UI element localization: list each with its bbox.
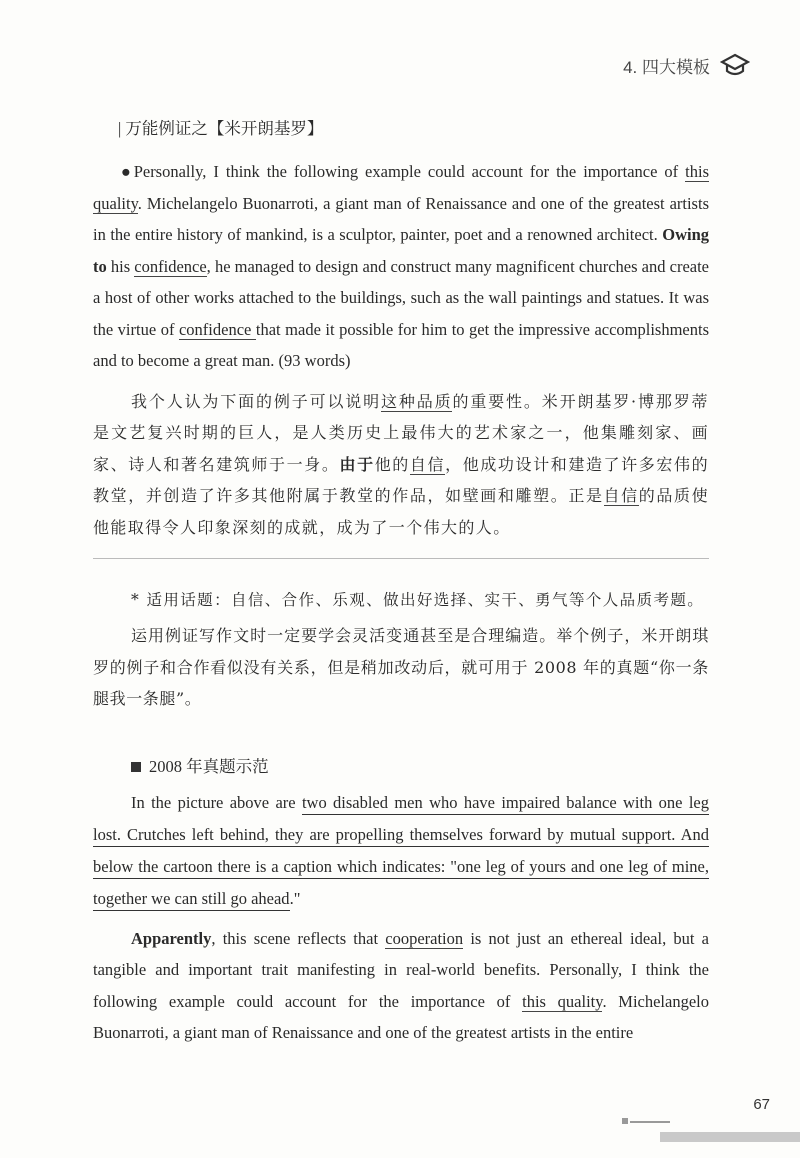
divider	[93, 558, 709, 559]
underlined-phrase: confidence	[178, 319, 256, 339]
footer-bar	[660, 1132, 800, 1142]
underlined-phrase: cooperation	[385, 928, 464, 948]
bold-phrase: 由于	[339, 454, 375, 474]
underlined-phrase: 自信	[603, 486, 639, 505]
english-paragraph-3: Apparently, this scene reflects that cooperation is not just an ethereal ideal, but a tangible and important trait manifesting in real-world benefits. Personally, I think the following example could account for the importance of this quality. Michelangelo Buonarroti, a giant man of Renaissance and one of the greatest artists in the entire	[93, 928, 709, 1042]
square-bullet-icon	[131, 762, 141, 772]
underlined-phrase: this quality	[93, 162, 709, 213]
running-header	[623, 52, 750, 78]
page-number: 67	[753, 1096, 770, 1113]
section-title: | 万能例证之【米开朗基罗】	[118, 119, 324, 138]
bullet-icon: ●	[118, 162, 134, 181]
underlined-phrase: this quality	[522, 991, 603, 1011]
underlined-phrase: 自信	[409, 454, 446, 474]
chapter-label: 4. 四大模板	[623, 57, 710, 77]
writing-tip: 运用例证写作文时一定要学会灵活变通甚至是合理编造。举个例子，米开朗琪罗的例子和合作看似没有关系，但是稍加改动后，就可用于 2008 年的真题“你一条腿我一条腿”。	[93, 626, 709, 708]
english-paragraph-2: In the picture above are two disabled men who have impaired balance with one leg lost. Crutches left behind, they are propelling themselves forward by mutual support. And below the cartoon there is a caption which indicates: "one leg of yours and one leg of mine, together we can still go ahead."	[93, 787, 709, 915]
subsection-title: 2008 年真题示范	[131, 751, 709, 783]
underlined-phrase: 这种品质	[381, 391, 453, 411]
chinese-translation: 我个人认为下面的例子可以说明这种品质的重要性。米开朗基罗·博那罗蒂是文艺复兴时期的巨人，是人类历史上最伟大的艺术家之一，他集雕刻家、画家、诗人和著名建筑师于一身。由于他的自信，他成功设计和建造了许多宏伟的教堂，并创造了许多其他附属于教堂的作品，如壁画和雕塑。正是自信的品质使他能取得令人印象深刻的成就，成为了一个伟大的人。	[93, 391, 709, 537]
english-paragraph-1: ●Personally, I think the following example could account for the importance of this quality. Michelangelo Buonarroti, a giant man of Renaissance and one of the greatest artists in the entire history of mankind, is a sculptor, painter, poet and a renowned architect. Owing to his confidence, he managed to design and construct many magnificent churches and create a host of other works attached to the buildings, such as the wall paintings and statues. It was the virtue of confidence that made it possible for him to get the impressive accomplishments and to become a great man. (93 words)	[93, 162, 710, 370]
footer-dash	[630, 1121, 670, 1123]
graduation-cap-icon	[720, 52, 750, 78]
underlined-phrase: two disabled men who have impaired balance with one leg lost. Crutches left behind, they are propelling themselves forward by mutual support. And below the cartoon there is a caption which indicates: "one leg of yours and one leg of mine, together we can still go ahead	[93, 793, 709, 911]
footer-square	[622, 1118, 628, 1124]
bold-phrase: Owing to	[93, 225, 709, 276]
page-content	[93, 114, 709, 1049]
bold-phrase: Apparently	[131, 928, 212, 948]
applicable-topics-note: * 适用话题：自信、合作、乐观、做出好选择、实干、勇气等个人品质考题。	[131, 591, 705, 609]
underlined-phrase: confidence	[134, 256, 207, 276]
